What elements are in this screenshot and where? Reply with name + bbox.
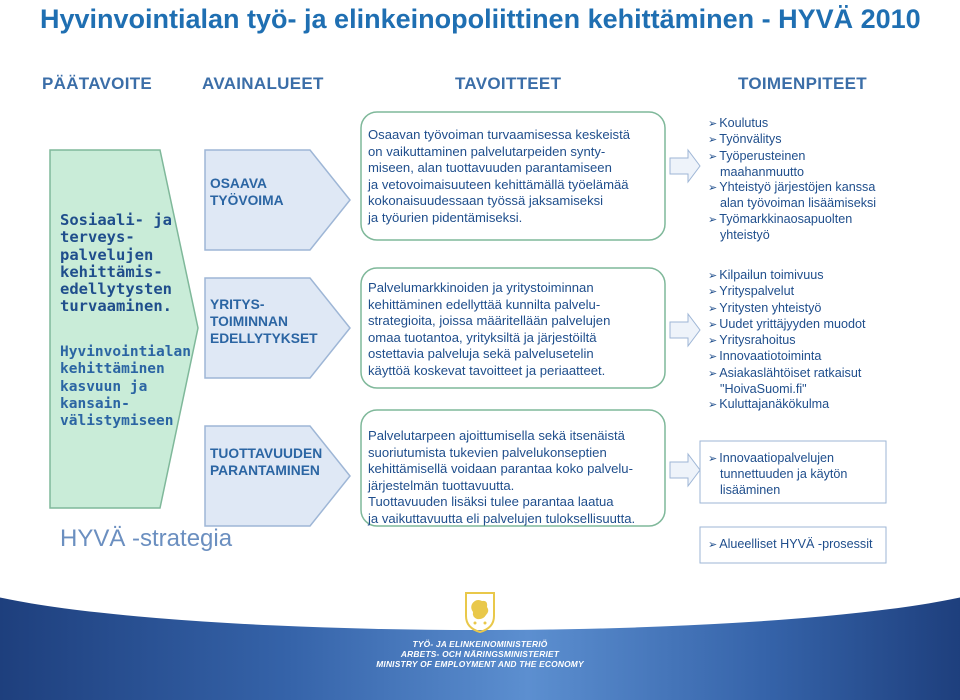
arrow-bullet-icon: ➢ xyxy=(708,399,718,412)
measure-item-text: Työmarkkinaosapuolten xyxy=(719,211,853,226)
measure-item xyxy=(708,317,948,333)
measure-item xyxy=(708,165,948,180)
measure-item-text: Kilpailun toimivuus xyxy=(719,268,824,282)
measure-item-text: Yritysten yhteistyö xyxy=(719,300,822,315)
arrow-bullet-icon: ➢ xyxy=(708,367,718,380)
column-header-main-goal: PÄÄTAVOITE xyxy=(42,74,153,93)
measure-item xyxy=(708,132,948,148)
arrow-bullet-icon: ➢ xyxy=(708,453,718,465)
goal-text-3: Palvelutarpeen ajoittumisella sekä itsenäistä suoriutumista tukevien palvelukonseptien kehittämisellä voidaan parantaa koko palvelu- järjestelmän tuottavuutta. Tuottavuuden lisäksi tulee parantaa laatua ja vaikuttavuutta eli palvelujen tuloksellisuutta. xyxy=(368,428,636,526)
column-header-key-areas: AVAINALUEET xyxy=(202,74,324,93)
main-goal-primary: Sosiaali- ja terveys- palvelujen kehittämis- edellytysten turvaaminen. xyxy=(60,211,172,316)
measure-item xyxy=(708,212,948,228)
measure-item-text: tunnettuuden ja käytön xyxy=(720,467,848,482)
measure-item xyxy=(708,349,948,365)
measure-item-text: maahanmuutto xyxy=(720,164,805,179)
measures-list-2 xyxy=(708,268,948,414)
connector-arrow-1 xyxy=(670,150,700,182)
main-goal-arrow xyxy=(50,150,198,508)
arrow-bullet-icon: ➢ xyxy=(708,118,718,130)
measure-item xyxy=(708,228,948,243)
measure-item xyxy=(708,333,948,349)
measure-item-text: Innovaatiopalvelujen xyxy=(719,451,835,465)
measure-item-text: yhteistyö xyxy=(720,228,770,243)
measure-item xyxy=(708,382,948,397)
measure-item-text: "HoivaSuomi.fi" xyxy=(720,382,807,397)
measure-item xyxy=(708,284,948,300)
measure-item-text: Innovaatiotoiminta xyxy=(719,349,822,364)
arrow-bullet-icon: ➢ xyxy=(708,134,718,147)
connector-arrow-3 xyxy=(670,454,700,486)
strategy-label: HYVÄ -strategia xyxy=(60,525,233,552)
measure-item xyxy=(708,467,948,482)
arrow-bullet-icon: ➢ xyxy=(708,335,718,348)
ministry-name-en: MINISTRY OF EMPLOYMENT AND THE ECONOMY xyxy=(376,659,584,669)
measure-item xyxy=(708,451,948,467)
measure-item-text: lisääminen xyxy=(720,482,781,497)
measure-item-text: Koulutus xyxy=(719,116,769,130)
main-goal-secondary: Hyvinvointialan kehittäminen kasvuun ja kansain- välistymiseen xyxy=(60,344,191,430)
measure-item xyxy=(708,537,948,553)
measure-item xyxy=(708,301,948,317)
measure-item-text: Työnvälitys xyxy=(719,132,782,147)
arrow-bullet-icon: ➢ xyxy=(708,150,718,163)
measure-item xyxy=(708,397,948,413)
arrow-bullet-icon: ➢ xyxy=(708,318,718,331)
measures-list-4 xyxy=(708,537,948,553)
connector-arrow-2 xyxy=(670,314,700,346)
key-area-label-1: OSAAVA TYÖVOIMA xyxy=(210,176,284,208)
measure-item-text: alan työvoiman lisäämiseksi xyxy=(720,196,877,211)
measures-list-1 xyxy=(708,116,948,243)
measure-item xyxy=(708,483,948,498)
measure-item xyxy=(708,116,948,132)
measure-item xyxy=(708,196,948,211)
goal-text-1: Osaavan työvoiman turvaamisessa keskeistä on vaikuttaminen palvelutarpeiden synty- miseen, alan tuottavuuden parantamiseen ja vetovoimaisuuteen kehittämällä työelämää kokonaisuudessaan työssä jaksamiseksi ja työurien pidentämiseksi. xyxy=(368,127,630,225)
arrow-bullet-icon: ➢ xyxy=(708,270,718,282)
arrow-bullet-icon: ➢ xyxy=(708,213,718,226)
measure-item-text: Yhteistyö järjestöjen kanssa xyxy=(719,180,876,195)
ministry-name-sv: ARBETS- OCH NÄRINGSMINISTERIET xyxy=(400,649,560,659)
page-title: Hyvinvointialan työ- ja elinkeinopoliittinen kehittäminen - HYVÄ 2010 xyxy=(40,4,921,34)
measure-item-text: Työperusteinen xyxy=(719,148,806,163)
arrow-bullet-icon: ➢ xyxy=(708,182,718,195)
measure-item-text: Kuluttajanäkökulma xyxy=(719,397,830,412)
ministry-name xyxy=(360,639,600,669)
measures-list-3 xyxy=(708,451,948,498)
measure-item xyxy=(708,268,948,284)
column-header-measures: TOIMENPITEET xyxy=(738,74,867,93)
ministry-name-fi: TYÖ- JA ELINKEINOMINISTERIÖ xyxy=(412,639,548,649)
goal-text-2: Palvelumarkkinoiden ja yritystoiminnan kehittäminen edellyttää kunnilta palvelu- strategioita, joissa määritellään palvelujen omaa tuotantoa, yrityksiltä ja järjestöiltä ostettavia palveluja sekä palvelusetelin käyttöä koskevat tavoitteet ja periaatteet. xyxy=(368,280,611,378)
arrow-bullet-icon: ➢ xyxy=(708,351,718,364)
measure-item-text: Uudet yrittäjyyden muodot xyxy=(719,316,866,331)
measure-item xyxy=(708,180,948,196)
key-area-label-3: TUOTTAVUUDEN PARANTAMINEN xyxy=(210,446,323,478)
arrow-bullet-icon: ➢ xyxy=(708,539,718,551)
measure-item-text: Yrityspalvelut xyxy=(719,284,795,299)
measure-item xyxy=(708,149,948,165)
measure-item-text: Asiakaslähtöiset ratkaisut xyxy=(719,365,862,380)
measure-item-text: Yritysrahoitus xyxy=(719,333,796,348)
arrow-bullet-icon: ➢ xyxy=(708,286,718,299)
measure-item xyxy=(708,366,948,382)
measure-item-text: Alueelliset HYVÄ -prosessit xyxy=(719,537,873,551)
column-header-goals: TAVOITTEET xyxy=(455,74,562,93)
key-area-label-2: YRITYS- TOIMINNAN EDELLYTYKSET xyxy=(210,297,318,346)
ministry-lion-logo xyxy=(463,590,497,634)
arrow-bullet-icon: ➢ xyxy=(708,302,718,315)
